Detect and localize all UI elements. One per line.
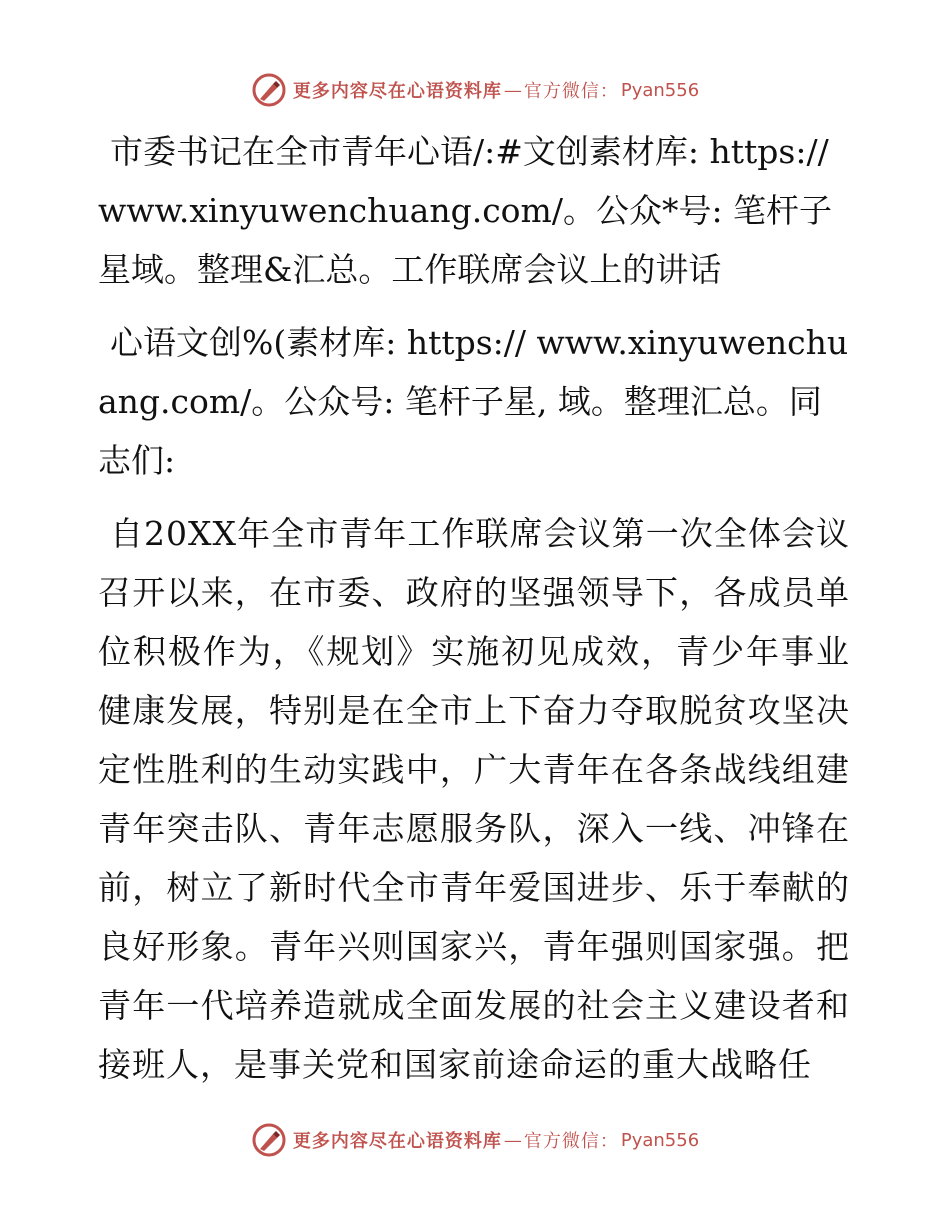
watermark-id: Pyan556 xyxy=(620,1129,700,1151)
header-watermark xyxy=(0,70,950,110)
watermark-separator: — xyxy=(503,79,522,101)
paragraph-body: 自20XX年全市青年工作联席会议第一次全体会议召开以来，在市委、政府的坚强领导下，各成员单位积极作为，《规划》实施初见成效，青少年事业健康发展，特别是在全市上下奋力夺取脱贫攻坚决定性胜利的生动实践中，广大青年在各条战线组建青年突击队、青年志愿服务队，深入一线、冲锋在前，树立了新时代全市青年爱国进步、乐于奉献的良好形象。青年兴则国家兴，青年强则国家强。把青年一代培养造就成全面发展的社会主义建设者和接班人，是事关党和国家前途命运的重大战略任 xyxy=(98,514,850,1084)
watermark-subtitle: 官方微信： xyxy=(523,1131,619,1152)
watermark-text: 更多内容尽在心语资料库 xyxy=(292,81,502,102)
watermark-text: 更多内容尽在心语资料库 xyxy=(292,1131,502,1152)
document-body xyxy=(98,122,850,1108)
paragraph-title: 市委书记在全市青年心语/:#文创素材库: https://www.xinyuwenchuang.com/。公众*号: 笔杆子星域。整理&汇总。工作联席会议上的讲话 xyxy=(98,132,833,289)
watermark-subtitle: 官方微信： xyxy=(523,81,619,102)
watermark-id: Pyan556 xyxy=(620,79,700,101)
pen-logo-icon xyxy=(251,72,287,108)
watermark-separator: — xyxy=(503,1129,522,1151)
paragraph-salutation: 心语文创%(素材库: https:// www.xinyuwenchuang.com/。公众号: 笔杆子星, 域。整理汇总。同志们: xyxy=(98,323,849,480)
pen-logo-icon xyxy=(251,1122,287,1158)
footer-watermark xyxy=(0,1120,950,1160)
